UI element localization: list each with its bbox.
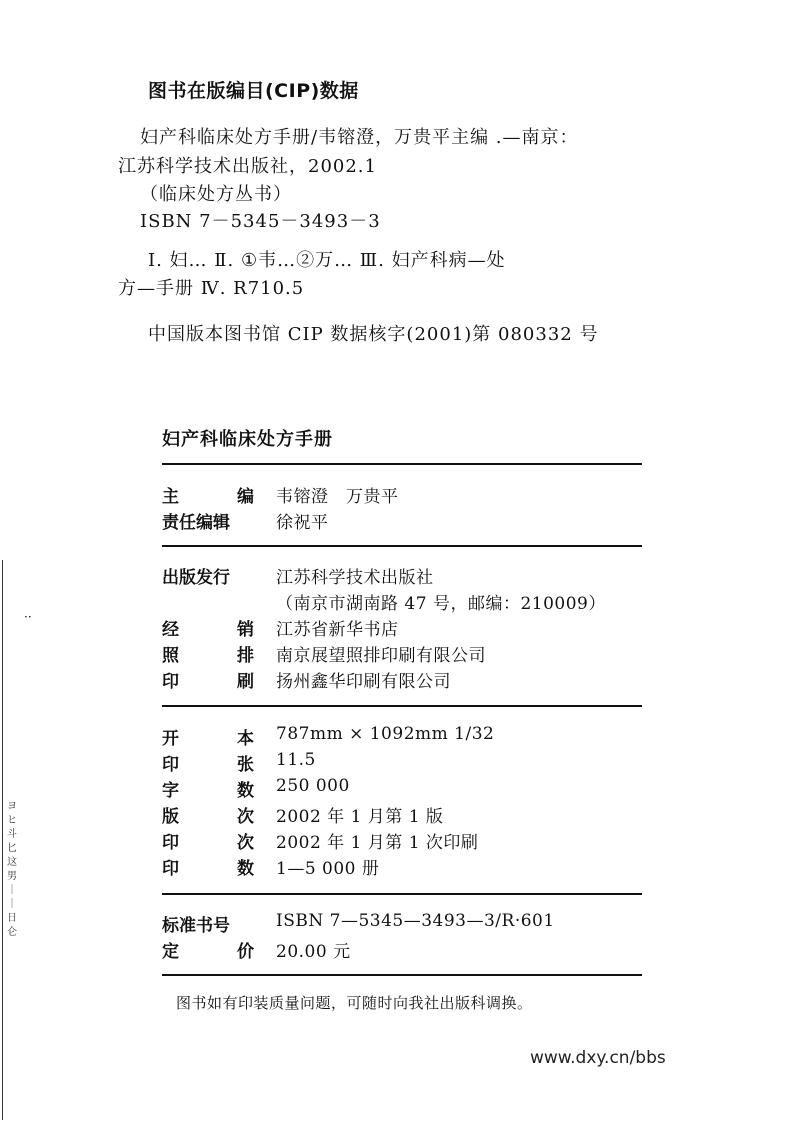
info-row-responsible-editor: 责任编辑 徐祝平 — [162, 513, 329, 533]
cip-classification-2: 方—手册 Ⅳ. R710.5 — [118, 278, 305, 299]
scan-edge-line — [2, 560, 3, 1120]
cip-isbn: ISBN 7－5345－3493－3 — [140, 211, 381, 232]
info-row-word-count: 字 数 250 000 — [162, 776, 350, 801]
book-title: 妇产科临床处方手册 — [162, 429, 333, 450]
divider — [162, 705, 642, 707]
info-row-chief-editor: 主 编 韦镕澄 万贵平 — [162, 487, 399, 507]
info-row-print-run: 印 数 1—5 000 册 — [162, 859, 380, 879]
info-row-typesetting: 照 排 南京展望照排印刷有限公司 — [162, 646, 486, 666]
info-row-publisher-address: （南京市湖南路 47 号，邮编：210009） — [276, 594, 606, 614]
info-row-printing: 印 次 2002 年 1 月第 1 次印刷 — [162, 833, 479, 853]
info-row-distributor: 经 销 江苏省新华书店 — [162, 620, 399, 640]
divider — [162, 463, 642, 465]
cip-title: 图书在版编目(CIP)数据 — [148, 80, 359, 102]
cip-line-2: 江苏科学技术出版社，2002.1 — [118, 156, 377, 177]
divider — [162, 974, 642, 976]
info-row-edition: 版 次 2002 年 1 月第 1 版 — [162, 807, 444, 827]
info-row-isbn: 标准书号 ISBN 7—5345—3493—3/R·601 — [162, 911, 555, 936]
info-row-format: 开 本 787mm × 1092mm 1/32 — [162, 724, 495, 749]
cip-record-number: 中国版本图书馆 CIP 数据核字(2001)第 080332 号 — [148, 324, 599, 345]
info-row-sheets: 印 张 11.5 — [162, 750, 316, 775]
margin-scan-text: ヨヒ 斗 匕 这 男 ｜ ｜ 日 仑 — [7, 801, 17, 938]
cip-line-3: （临床处方丛书） — [140, 184, 292, 205]
cip-line-1: 妇产科临床处方手册/韦镕澄，万贵平主编 .—南京： — [140, 127, 579, 148]
margin-dots: ·· — [24, 610, 32, 624]
cip-classification-1: Ⅰ. 妇… Ⅱ. ①韦…②万… Ⅲ. 妇产科病—处 — [148, 250, 506, 271]
info-row-price: 定 价 20.00 元 — [162, 942, 351, 962]
info-row-publisher: 出版发行 江苏科学技术出版社 — [162, 568, 434, 588]
info-row-printer: 印 刷 扬州鑫华印刷有限公司 — [162, 672, 451, 692]
watermark-url: www.dxy.cn/bbs — [530, 1048, 666, 1068]
divider — [162, 545, 642, 547]
quality-notice: 图书如有印装质量问题，可随时向我社出版科调换。 — [176, 994, 533, 1012]
divider — [162, 893, 642, 895]
